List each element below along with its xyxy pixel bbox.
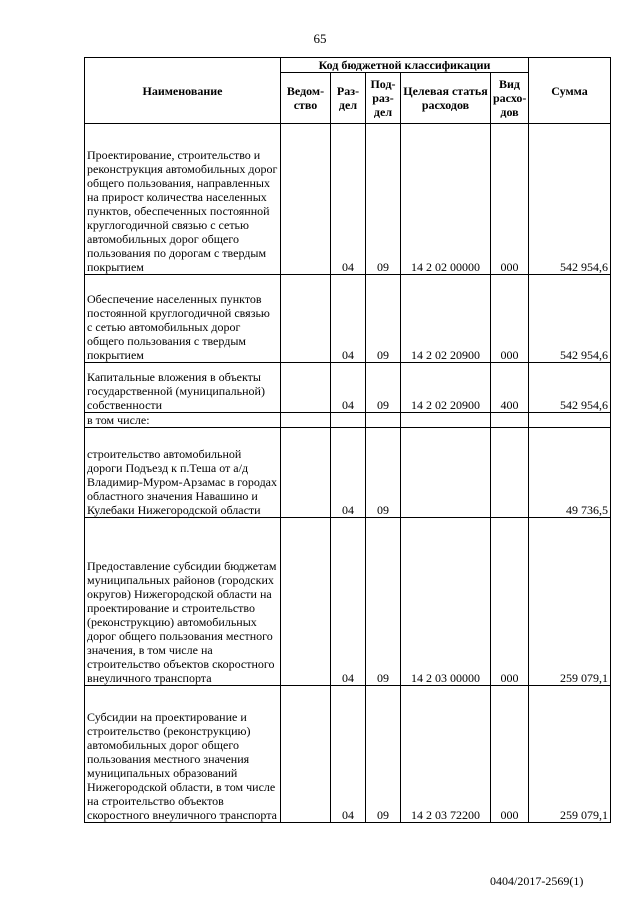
row-ved [281,686,331,823]
row-sum: 259 079,1 [529,686,611,823]
row-name: строительство автомобильной дороги Подъезд к п.Теша от а/д Владимир-Муром-Арзамас в городах областного значения Навашино и Кулебаки Нижегородской области [85,428,281,518]
row-ved [281,428,331,518]
row-podrazdel: 09 [366,275,401,363]
budget-table [84,57,611,823]
row-cs: 14 2 03 72200 [401,686,491,823]
row-ved [281,518,331,686]
row-vid [491,428,529,518]
row-cs: 14 2 02 20900 [401,275,491,363]
row-sum: 542 954,6 [529,275,611,363]
row-podrazdel: 09 [366,686,401,823]
row-vid: 400 [491,363,529,413]
row-name: Субсидии на проектирование и строительство (реконструкцию) автомобильных дорог общего пользования местного значения муниципальных образований Нижегородской области, в том числе на строительство объектов скоростного внеуличного транспорта [85,686,281,823]
document-code: 0404/2017-2569(1) [490,874,584,888]
row-vid [491,413,529,428]
row-cs: 14 2 03 00000 [401,518,491,686]
row-vid: 000 [491,518,529,686]
table-row [85,275,611,363]
table-row [85,428,611,518]
header-kbk: Код бюджетной классификации [281,58,529,73]
row-podrazdel [366,413,401,428]
header-podrazdel: Под-раз-дел [366,73,401,124]
header-name: Наименование [85,58,281,124]
row-name: Обеспечение населенных пунктов постоянной круглогодичной связью с сетью автомобильных дорог общего пользования с твердым покрытием [85,275,281,363]
row-razdel: 04 [331,686,366,823]
row-cs: 14 2 02 00000 [401,124,491,275]
row-podrazdel: 09 [366,518,401,686]
row-podrazdel: 09 [366,124,401,275]
row-vid: 000 [491,275,529,363]
row-name: Капитальные вложения в объекты государственной (муниципальной) собственности [85,363,281,413]
header-vid: Вид расхо-дов [491,73,529,124]
table-row [85,413,611,428]
header-celevaya: Целевая статья расходов [401,73,491,124]
row-name: в том числе: [85,413,281,428]
row-podrazdel: 09 [366,363,401,413]
row-sum: 542 954,6 [529,363,611,413]
row-sum [529,413,611,428]
row-razdel: 04 [331,275,366,363]
row-ved [281,363,331,413]
header-razdel: Раз-дел [331,73,366,124]
row-cs: 14 2 02 20900 [401,363,491,413]
row-ved [281,275,331,363]
row-sum: 49 736,5 [529,428,611,518]
row-razdel: 04 [331,363,366,413]
row-razdel: 04 [331,428,366,518]
header-summa: Сумма [529,58,611,124]
row-vid: 000 [491,124,529,275]
row-sum: 259 079,1 [529,518,611,686]
table-row [85,124,611,275]
row-ved [281,124,331,275]
row-vid: 000 [491,686,529,823]
row-razdel [331,413,366,428]
table-row [85,363,611,413]
page-number: 65 [313,31,327,46]
table-row [85,686,611,823]
row-podrazdel: 09 [366,428,401,518]
row-name: Предоставление субсидии бюджетам муниципальных районов (городских округов) Нижегородской области на проектирование и строительство (реконструкцию) автомобильных дорог общего пользования местного значения, в том числе на строительство объектов скоростного внеуличного транспорта [85,518,281,686]
row-cs [401,413,491,428]
row-ved [281,413,331,428]
row-razdel: 04 [331,518,366,686]
row-sum: 542 954,6 [529,124,611,275]
header-vedomstvo: Ведом-ство [281,73,331,124]
table-row [85,518,611,686]
row-name: Проектирование, строительство и реконструкция автомобильных дорог общего пользования, направленных на прирост количества населенных пунктов, обеспеченных постоянной круглогодичной связью с сетью автомобильных дорог общего пользования по дорогам с твердым покрытием [85,124,281,275]
row-razdel: 04 [331,124,366,275]
row-cs [401,428,491,518]
